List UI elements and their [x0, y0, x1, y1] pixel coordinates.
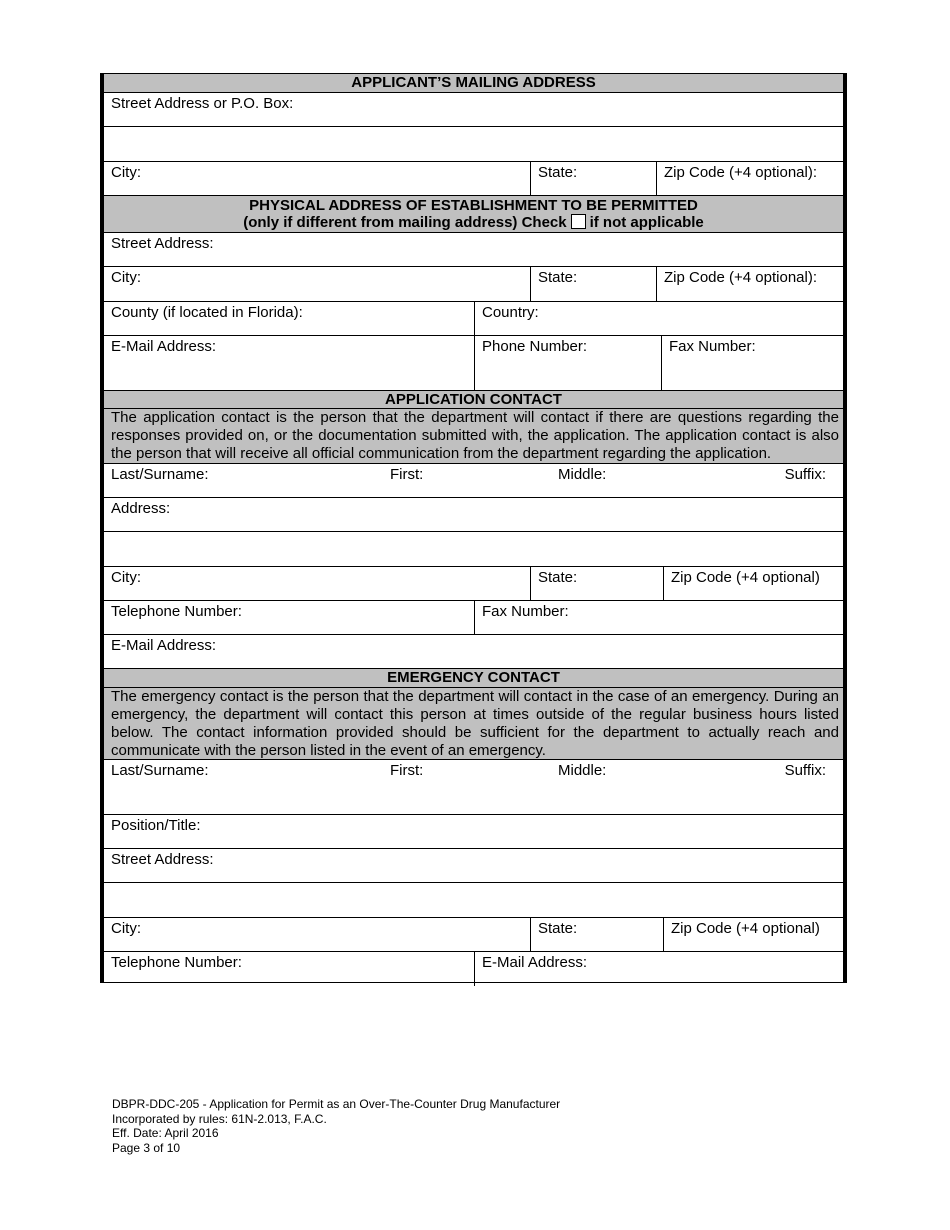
emergency-contact-header: EMERGENCY CONTACT — [104, 669, 843, 688]
physical-fax-label: Fax Number: — [669, 338, 756, 355]
emg-suffix-label: Suffix: — [784, 762, 826, 779]
app-state-field[interactable] — [530, 567, 663, 600]
footer-form-id: DBPR-DDC-205 - Application for Permit as an Over-The-Counter Drug Manufacturer — [112, 1097, 561, 1111]
app-phone-label: Telephone Number: — [111, 603, 242, 620]
app-name-row[interactable] — [104, 464, 843, 498]
physical-email-field[interactable] — [104, 336, 474, 390]
emg-zip-field[interactable] — [663, 918, 843, 951]
emg-city-label: City: — [111, 920, 141, 937]
emg-email-field[interactable] — [474, 952, 843, 986]
app-suffix-label: Suffix: — [784, 466, 826, 483]
page-footer — [112, 1097, 560, 1155]
emg-middle-label: Middle: — [558, 762, 607, 779]
physical-email-label: E-Mail Address: — [111, 338, 217, 355]
physical-county-row — [104, 302, 843, 336]
app-phone-field[interactable] — [104, 601, 474, 634]
app-email-row[interactable] — [104, 635, 843, 669]
emg-street-label: Street Address: — [111, 851, 214, 868]
emergency-street-row[interactable] — [104, 849, 843, 883]
physical-address-header — [104, 196, 843, 233]
physical-header-line2 — [104, 214, 843, 231]
mailing-street-line2[interactable] — [104, 127, 843, 162]
footer-eff-date: Eff. Date: April 2016 — [112, 1126, 219, 1140]
emg-state-label: State: — [538, 920, 578, 937]
physical-city-label: City: — [111, 269, 141, 286]
app-address-row[interactable] — [104, 498, 843, 532]
emg-zip-label: Zip Code (+4 optional) — [671, 920, 820, 937]
emergency-contact-description: The emergency contact is the person that the department will contact in the case of an emergency. During an emergency, the department will contact this person at times outside of the regular business hours listed below. The contact information provided should be sufficient for the department to actually reach and communicate with the person listed in the event of an emergency. — [104, 688, 843, 760]
physical-header-line2-a: (only if different from mailing address) Check — [243, 214, 567, 231]
app-address-label: Address: — [111, 500, 171, 517]
emg-first-label: First: — [390, 762, 424, 779]
mailing-street-label: Street Address or P.O. Box: — [111, 95, 294, 112]
county-field[interactable] — [104, 302, 474, 335]
emergency-city-row — [104, 918, 843, 952]
application-contact-header: APPLICATION CONTACT — [104, 391, 843, 409]
physical-city-field[interactable] — [104, 267, 530, 301]
county-label: County (if located in Florida): — [111, 304, 303, 321]
app-middle-label: Middle: — [558, 466, 607, 483]
app-state-label: State: — [538, 569, 578, 586]
app-zip-label: Zip Code (+4 optional) — [671, 569, 820, 586]
physical-state-field[interactable] — [530, 267, 656, 301]
physical-street-label: Street Address: — [111, 235, 214, 252]
app-fax-field[interactable] — [474, 601, 843, 634]
physical-zip-label: Zip Code (+4 optional): — [664, 269, 818, 286]
app-last-label: Last/Surname: — [111, 466, 209, 483]
emg-phone-label: Telephone Number: — [111, 954, 242, 971]
mailing-street-row[interactable] — [104, 93, 843, 127]
app-phone-row — [104, 601, 843, 635]
app-city-label: City: — [111, 569, 141, 586]
physical-city-row — [104, 267, 843, 302]
emergency-phone-row — [104, 952, 843, 986]
emg-state-field[interactable] — [530, 918, 663, 951]
physical-header-line1: PHYSICAL ADDRESS OF ESTABLISHMENT TO BE PERMITTED — [249, 197, 698, 214]
emg-last-label: Last/Surname: — [111, 762, 209, 779]
mailing-state-field[interactable] — [530, 162, 656, 195]
emg-position-label: Position/Title: — [111, 817, 201, 834]
emg-email-label: E-Mail Address: — [482, 954, 588, 971]
app-email-label: E-Mail Address: — [111, 637, 217, 654]
app-first-label: First: — [390, 466, 424, 483]
app-address-line2[interactable] — [104, 532, 843, 567]
mailing-state-label: State: — [538, 164, 578, 181]
emg-phone-field[interactable] — [104, 952, 474, 986]
app-fax-label: Fax Number: — [482, 603, 569, 620]
emg-city-field[interactable] — [104, 918, 530, 951]
mailing-address-header: APPLICANT’S MAILING ADDRESS — [104, 74, 843, 93]
mailing-zip-label: Zip Code (+4 optional): — [664, 164, 818, 181]
mailing-city-label: City: — [111, 164, 141, 181]
physical-fax-field[interactable] — [661, 336, 843, 390]
physical-phone-label: Phone Number: — [482, 338, 588, 355]
footer-page-number: Page 3 of 10 — [112, 1140, 181, 1155]
app-zip-field[interactable] — [663, 567, 843, 600]
footer-rules: Incorporated by rules: 61N-2.013, F.A.C. — [112, 1111, 327, 1126]
application-contact-description: The application contact is the person that the department will contact if there are questions regarding the responses provided on, or the documentation submitted with, the application. The application contact is also the person that will receive all official communication from the department regarding the application. — [104, 409, 843, 464]
physical-street-row[interactable] — [104, 233, 843, 267]
country-label: Country: — [482, 304, 539, 321]
app-city-row — [104, 567, 843, 601]
physical-contact-row — [104, 336, 843, 391]
form-body — [104, 74, 843, 986]
mailing-zip-field[interactable] — [656, 162, 843, 195]
emergency-name-row[interactable] — [104, 760, 843, 815]
country-field[interactable] — [474, 302, 843, 335]
physical-header-line2-b: if not applicable — [589, 214, 704, 231]
app-city-field[interactable] — [104, 567, 530, 600]
physical-phone-field[interactable] — [474, 336, 661, 390]
physical-zip-field[interactable] — [656, 267, 843, 301]
mailing-city-field[interactable] — [104, 162, 530, 195]
mailing-city-row — [104, 162, 843, 196]
emergency-street-line2[interactable] — [104, 883, 843, 918]
physical-state-label: State: — [538, 269, 578, 286]
not-applicable-checkbox[interactable] — [571, 214, 586, 229]
emergency-position-row[interactable] — [104, 815, 843, 849]
